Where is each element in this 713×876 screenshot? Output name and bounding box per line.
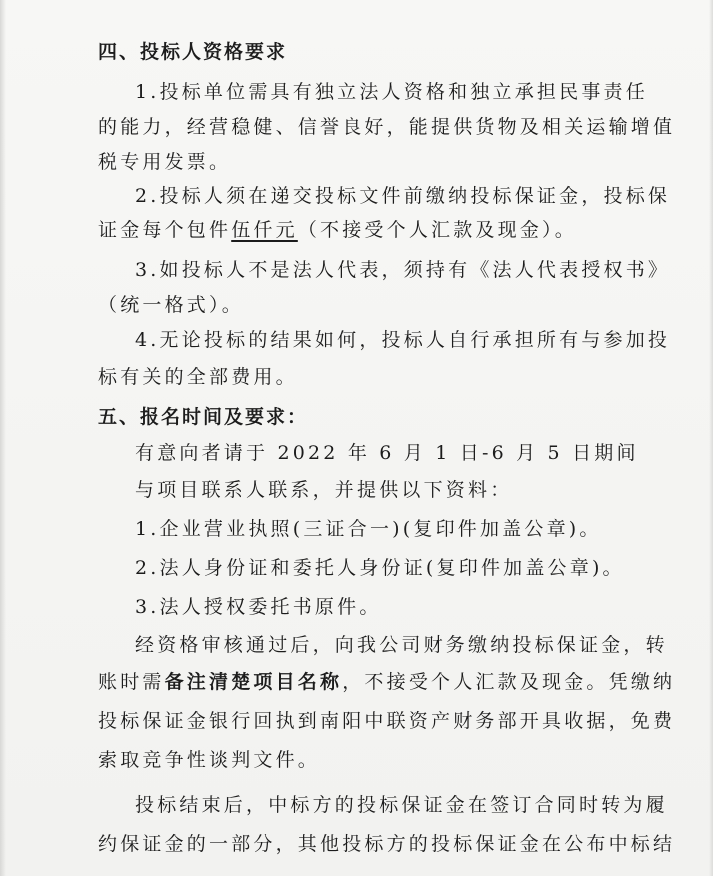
section-4-item-3-line-2: （统一格式）。 [98,294,244,316]
page-shadow-left [0,0,6,876]
section-4-item-2-line-2 [98,218,577,242]
paragraph-1-line-1: 经资格审核通过后，向我公司财务缴纳投标保证金，转 [135,634,668,656]
paragraph-1-text-pre: 账时需 [98,671,165,693]
section-5-intro-line-1: 有意向者请于 2022 年 6 月 1 日-6 月 5 日期间 [135,442,639,464]
paragraph-2-line-2: 约保证金的一部分，其他投标方的投标保证金在公布中标结 [98,833,676,855]
section-4-heading: 四、投标人资格要求 [98,41,288,63]
section-4-item-1-line-1: 1.投标单位需具有独立法人资格和独立承担民事责任 [135,81,648,103]
section-5-intro-line-2: 与项目联系人联系，并提供以下资料： [135,479,513,501]
paragraph-1-line-3: 投标保证金银行回执到南阳中联资产财务部开具收据，免费 [98,710,676,732]
item-2-text-post: （不接受个人汇款及现金）。 [297,219,577,241]
paragraph-1-text-post: ，不接受个人汇款及现金。凭缴纳 [342,671,676,693]
project-name-note: 备注清楚项目名称 [164,671,343,693]
requirement-2: 2.法人身份证和委托人身份证(复印件加盖公章)。 [135,557,625,579]
section-4-item-2-line-1: 2.投标人须在递交投标文件前缴纳投标保证金，投标保 [135,185,671,207]
page-shadow-right [709,0,713,876]
section-4-item-1-line-3: 税专用发票。 [98,151,232,173]
requirement-1: 1.企业营业执照(三证合一)(复印件加盖公章)。 [135,518,602,540]
paragraph-1-line-2 [98,670,675,694]
requirement-3: 3.法人授权委托书原件。 [135,596,382,618]
section-4-item-4-line-2: 标有关的全部费用。 [98,366,298,388]
item-2-text-pre: 证金每个包件 [98,219,232,241]
paragraph-1-line-4: 索取竞争性谈判文件。 [98,749,321,771]
section-5-heading: 五、报名时间及要求： [98,406,309,428]
deposit-amount: 伍仟元 [231,219,298,241]
section-4-item-3-line-1: 3.如投标人不是法人代表，须持有《法人代表授权书》 [135,259,671,281]
section-4-item-1-line-2: 的能力，经营稳健、信誉良好，能提供货物及相关运输增值 [98,116,676,138]
section-4-item-4-line-1: 4.无论投标的结果如何，投标人自行承担所有与参加投 [135,329,671,351]
paragraph-2-line-1: 投标结束后，中标方的投标保证金在签订合同时转为履 [135,794,668,816]
